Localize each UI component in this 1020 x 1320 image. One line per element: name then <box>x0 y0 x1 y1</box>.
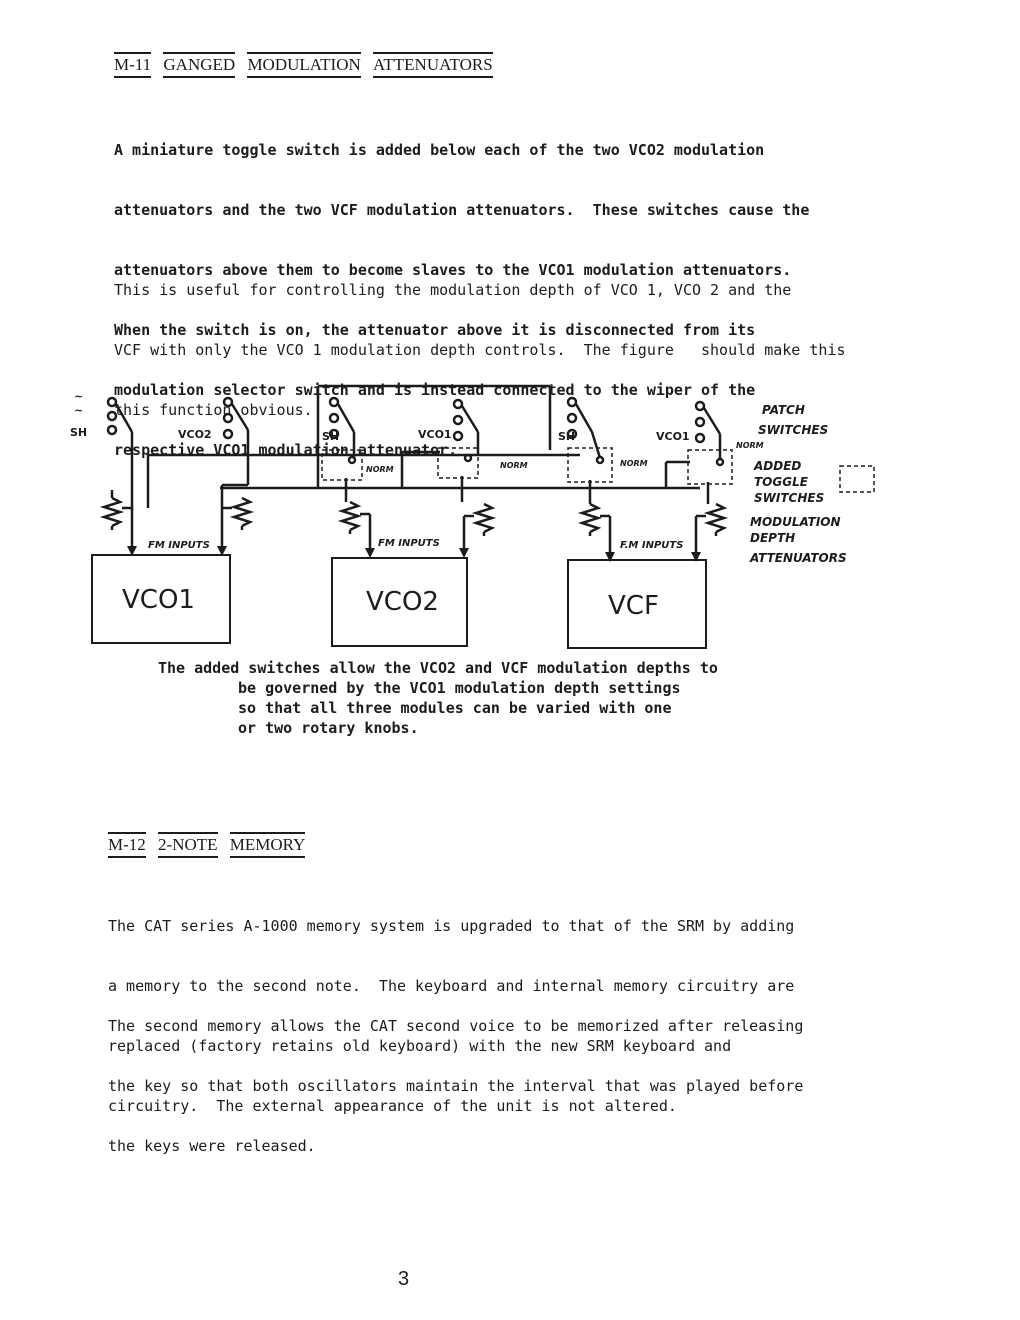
section-number: M-11 <box>114 52 151 78</box>
text-line: a memory to the second note. The keyboard and internal memory circuitry are <box>108 977 795 995</box>
switch-label-vco2: VCO2 <box>178 428 212 441</box>
text-line: respective VCO1 modulation attenuator. <box>114 441 458 459</box>
norm-label: NORM <box>620 459 648 468</box>
legend-attenuators: ATTENUATORS <box>750 551 847 565</box>
section-title-word: MODULATION <box>247 52 360 78</box>
legend-patch: PATCH <box>762 403 805 417</box>
legend-modulation: MODULATION <box>750 515 841 529</box>
text-line: circuitry. The external appearance of the unit is not altered. <box>108 1097 677 1115</box>
norm-label: NORM <box>500 461 528 470</box>
page-number: 3 <box>398 1268 410 1290</box>
svg-text:~: ~ <box>74 390 84 403</box>
legend-added: ADDED <box>754 459 802 473</box>
text-line: modulation selector switch and is instead connected to the wiper of the <box>114 381 756 399</box>
text-line: VCF with only the VCO 1 modulation depth controls. The figure should make this <box>114 341 846 359</box>
section-heading-m11 <box>114 52 501 78</box>
caption-line: or two rotary knobs. <box>238 719 419 737</box>
sh-label: SH <box>70 426 88 439</box>
text-line: The CAT series A-1000 memory system is upgraded to that of the SRM by adding <box>108 917 795 935</box>
switch-label-vco1: VCO1 <box>418 428 452 441</box>
norm-label: NORM <box>366 465 394 474</box>
module-label-vco1: VCO1 <box>122 585 195 615</box>
text-line: attenuators above them to become slaves to the VCO1 modulation attenuators. <box>114 261 792 279</box>
text-line: This is useful for controlling the modulation depth of VCO 1, VCO 2 and the <box>114 281 792 299</box>
svg-text:~: ~ <box>74 404 84 417</box>
text-line: A miniature toggle switch is added below each of the two VCO2 modulation <box>114 141 765 159</box>
fm-inputs-label: F.M INPUTS <box>620 540 684 551</box>
legend-depth: DEPTH <box>750 531 796 545</box>
sh-label: SH <box>558 430 576 443</box>
section-title-word: GANGED <box>163 52 235 78</box>
text-line: replaced (factory retains old keyboard) with the new SRM keyboard and <box>108 1037 732 1055</box>
section-number: M-12 <box>108 832 146 858</box>
legend-toggle-switches: SWITCHES <box>754 491 825 505</box>
section-title-word: ATTENUATORS <box>373 52 493 78</box>
section-title-word: MEMORY <box>230 832 306 858</box>
text-line: When the switch is on, the attenuator above it is disconnected from its <box>114 321 756 339</box>
legend-switches: SWITCHES <box>758 423 829 437</box>
section-heading-m12 <box>108 832 313 858</box>
legend-toggle: TOGGLE <box>754 475 808 489</box>
m12-paragraph-2 <box>108 976 803 1176</box>
section-title-word: 2-NOTE <box>158 832 217 858</box>
caption-line: The added switches allow the VCO2 and VCF modulation depths to <box>158 659 718 677</box>
text-line: the keys were released. <box>108 1137 316 1155</box>
sh-label: SH <box>322 430 340 443</box>
caption-line: be governed by the VCO1 modulation depth settings <box>238 679 681 697</box>
fm-inputs-label: FM INPUTS <box>148 540 210 551</box>
caption-line: so that all three modules can be varied with one <box>238 699 672 717</box>
module-label-vco2: VCO2 <box>366 587 439 617</box>
norm-label: NORM <box>736 441 764 450</box>
module-label-vcf: VCF <box>608 591 659 621</box>
fm-inputs-label: FM INPUTS <box>378 538 440 549</box>
text-line: attenuators and the two VCF modulation attenuators. These switches cause the <box>114 201 810 219</box>
ganged-attenuators-diagram <box>60 380 890 650</box>
figure-caption <box>158 658 718 738</box>
text-line: this function obvious. <box>114 401 313 419</box>
switch-label-vco1: VCO1 <box>656 430 690 443</box>
text-line: the key so that both oscillators maintain the interval that was played before <box>108 1077 804 1095</box>
text-line: The second memory allows the CAT second voice to be memorized after releasing <box>108 1017 804 1035</box>
